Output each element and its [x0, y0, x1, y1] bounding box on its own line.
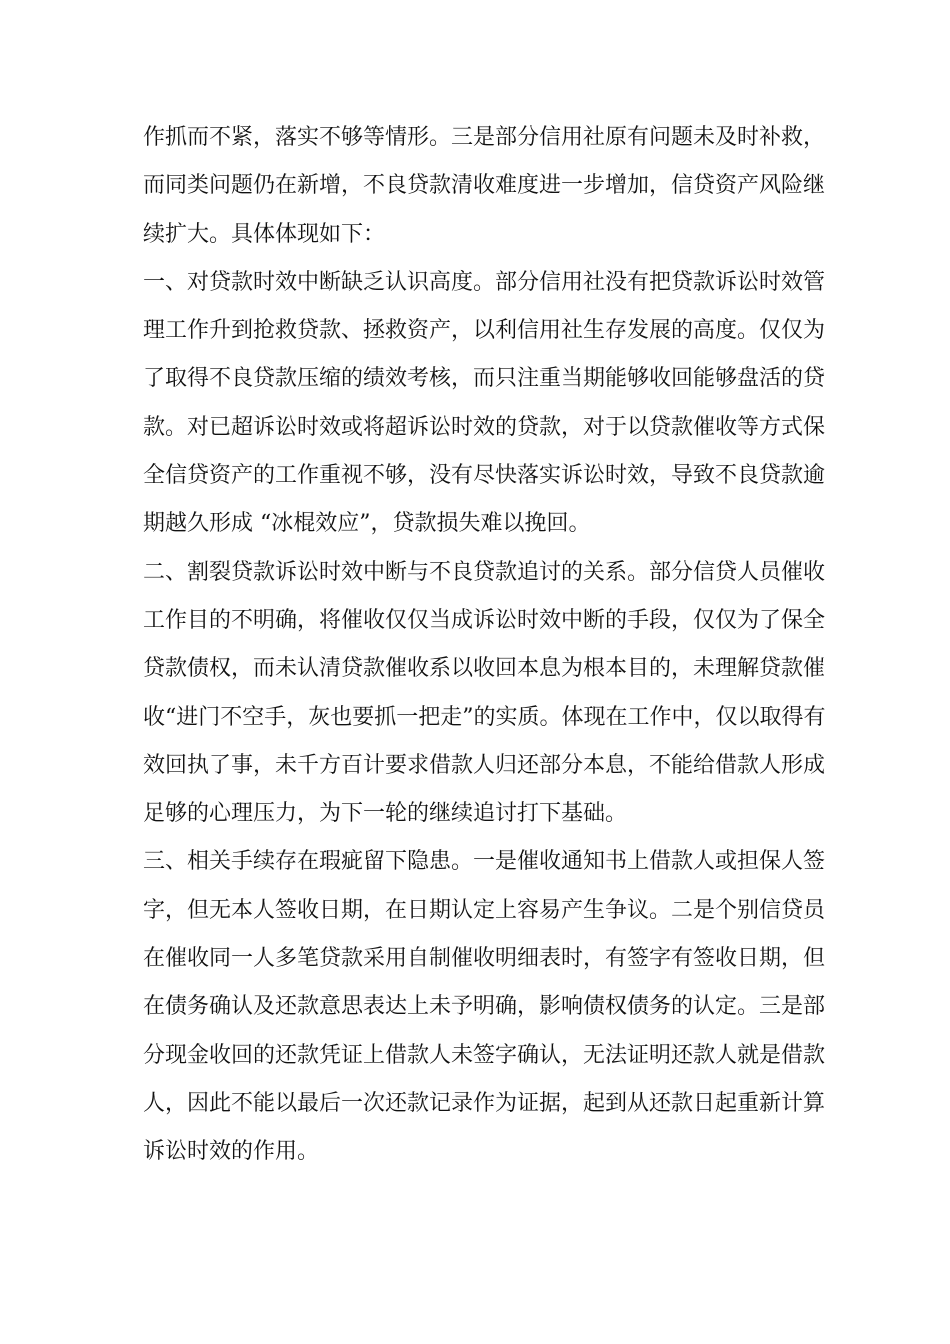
text-line: 效回执了事，未千方百计要求借款人归还部分本息，不能给借款人形成	[143, 752, 826, 778]
text-line: 人，因此不能以最后一次还款记录作为证据，起到从还款日起重新计算	[143, 1090, 826, 1116]
text-line: 作抓而不紧，落实不够等情形。三是部分信用社原有问题未及时补救，	[143, 125, 826, 150]
text-line: 理工作升到抢救贷款、拯救资产，以利信用社生存发展的高度。仅仅为	[143, 318, 826, 344]
text-line: 在债务确认及还款意思表达上未予明确，影响债权债务的认定。三是部	[143, 994, 826, 1020]
text-line: 分现金收回的还款凭证上借款人未签字确认，无法证明还款人就是借款	[143, 1042, 826, 1068]
body-text	[143, 114, 826, 1177]
text-line: 字，但无本人签收日期，在日期认定上容易产生争议。二是个别信贷员	[143, 897, 826, 923]
text-line: 在催收同一人多笔贷款采用自制催收明细表时，有签字有签收日期，但	[143, 946, 826, 972]
text-line: 款。对已超诉讼时效或将超诉讼时效的贷款，对于以贷款催收等方式保	[143, 414, 826, 440]
text-line: 期越久形成 “冰棍效应”，贷款损失难以挽回。	[143, 511, 591, 537]
text-line: 了取得不良贷款压缩的绩效考核，而只注重当期能够收回能够盘活的贷	[143, 366, 826, 392]
text-line: 诉讼时效的作用。	[143, 1139, 320, 1165]
text-line: 足够的心理压力，为下一轮的继续追讨打下基础。	[143, 801, 628, 827]
text-line: 工作目的不明确，将催收仅仅当成诉讼时效中断的手段，仅仅为了保全	[143, 607, 826, 633]
text-line: 而同类问题仍在新增，不良贷款清收难度进一步增加，信贷资产风险继	[143, 173, 826, 199]
text-line: 全信贷资产的工作重视不够，没有尽快落实诉讼时效，导致不良贷款逾	[143, 463, 826, 489]
text-line: 贷款债权，而未认清贷款催收系以收回本息为根本目的，未理解贷款催	[143, 656, 826, 682]
text-line: 续扩大。具体体现如下：	[143, 221, 386, 247]
text-line: 收“进门不空手，灰也要抓一把走”的实质。体现在工作中，仅以取得有	[143, 704, 826, 730]
text-line: 三、相关手续存在瑕疵留下隐患。一是催收通知书上借款人或担保人签	[143, 849, 826, 875]
text-line: 二、割裂贷款诉讼时效中断与不良贷款追讨的关系。部分信贷人员催收	[143, 559, 826, 585]
text-line: 一、对贷款时效中断缺乏认识高度。部分信用社没有把贷款诉讼时效管	[143, 269, 826, 295]
